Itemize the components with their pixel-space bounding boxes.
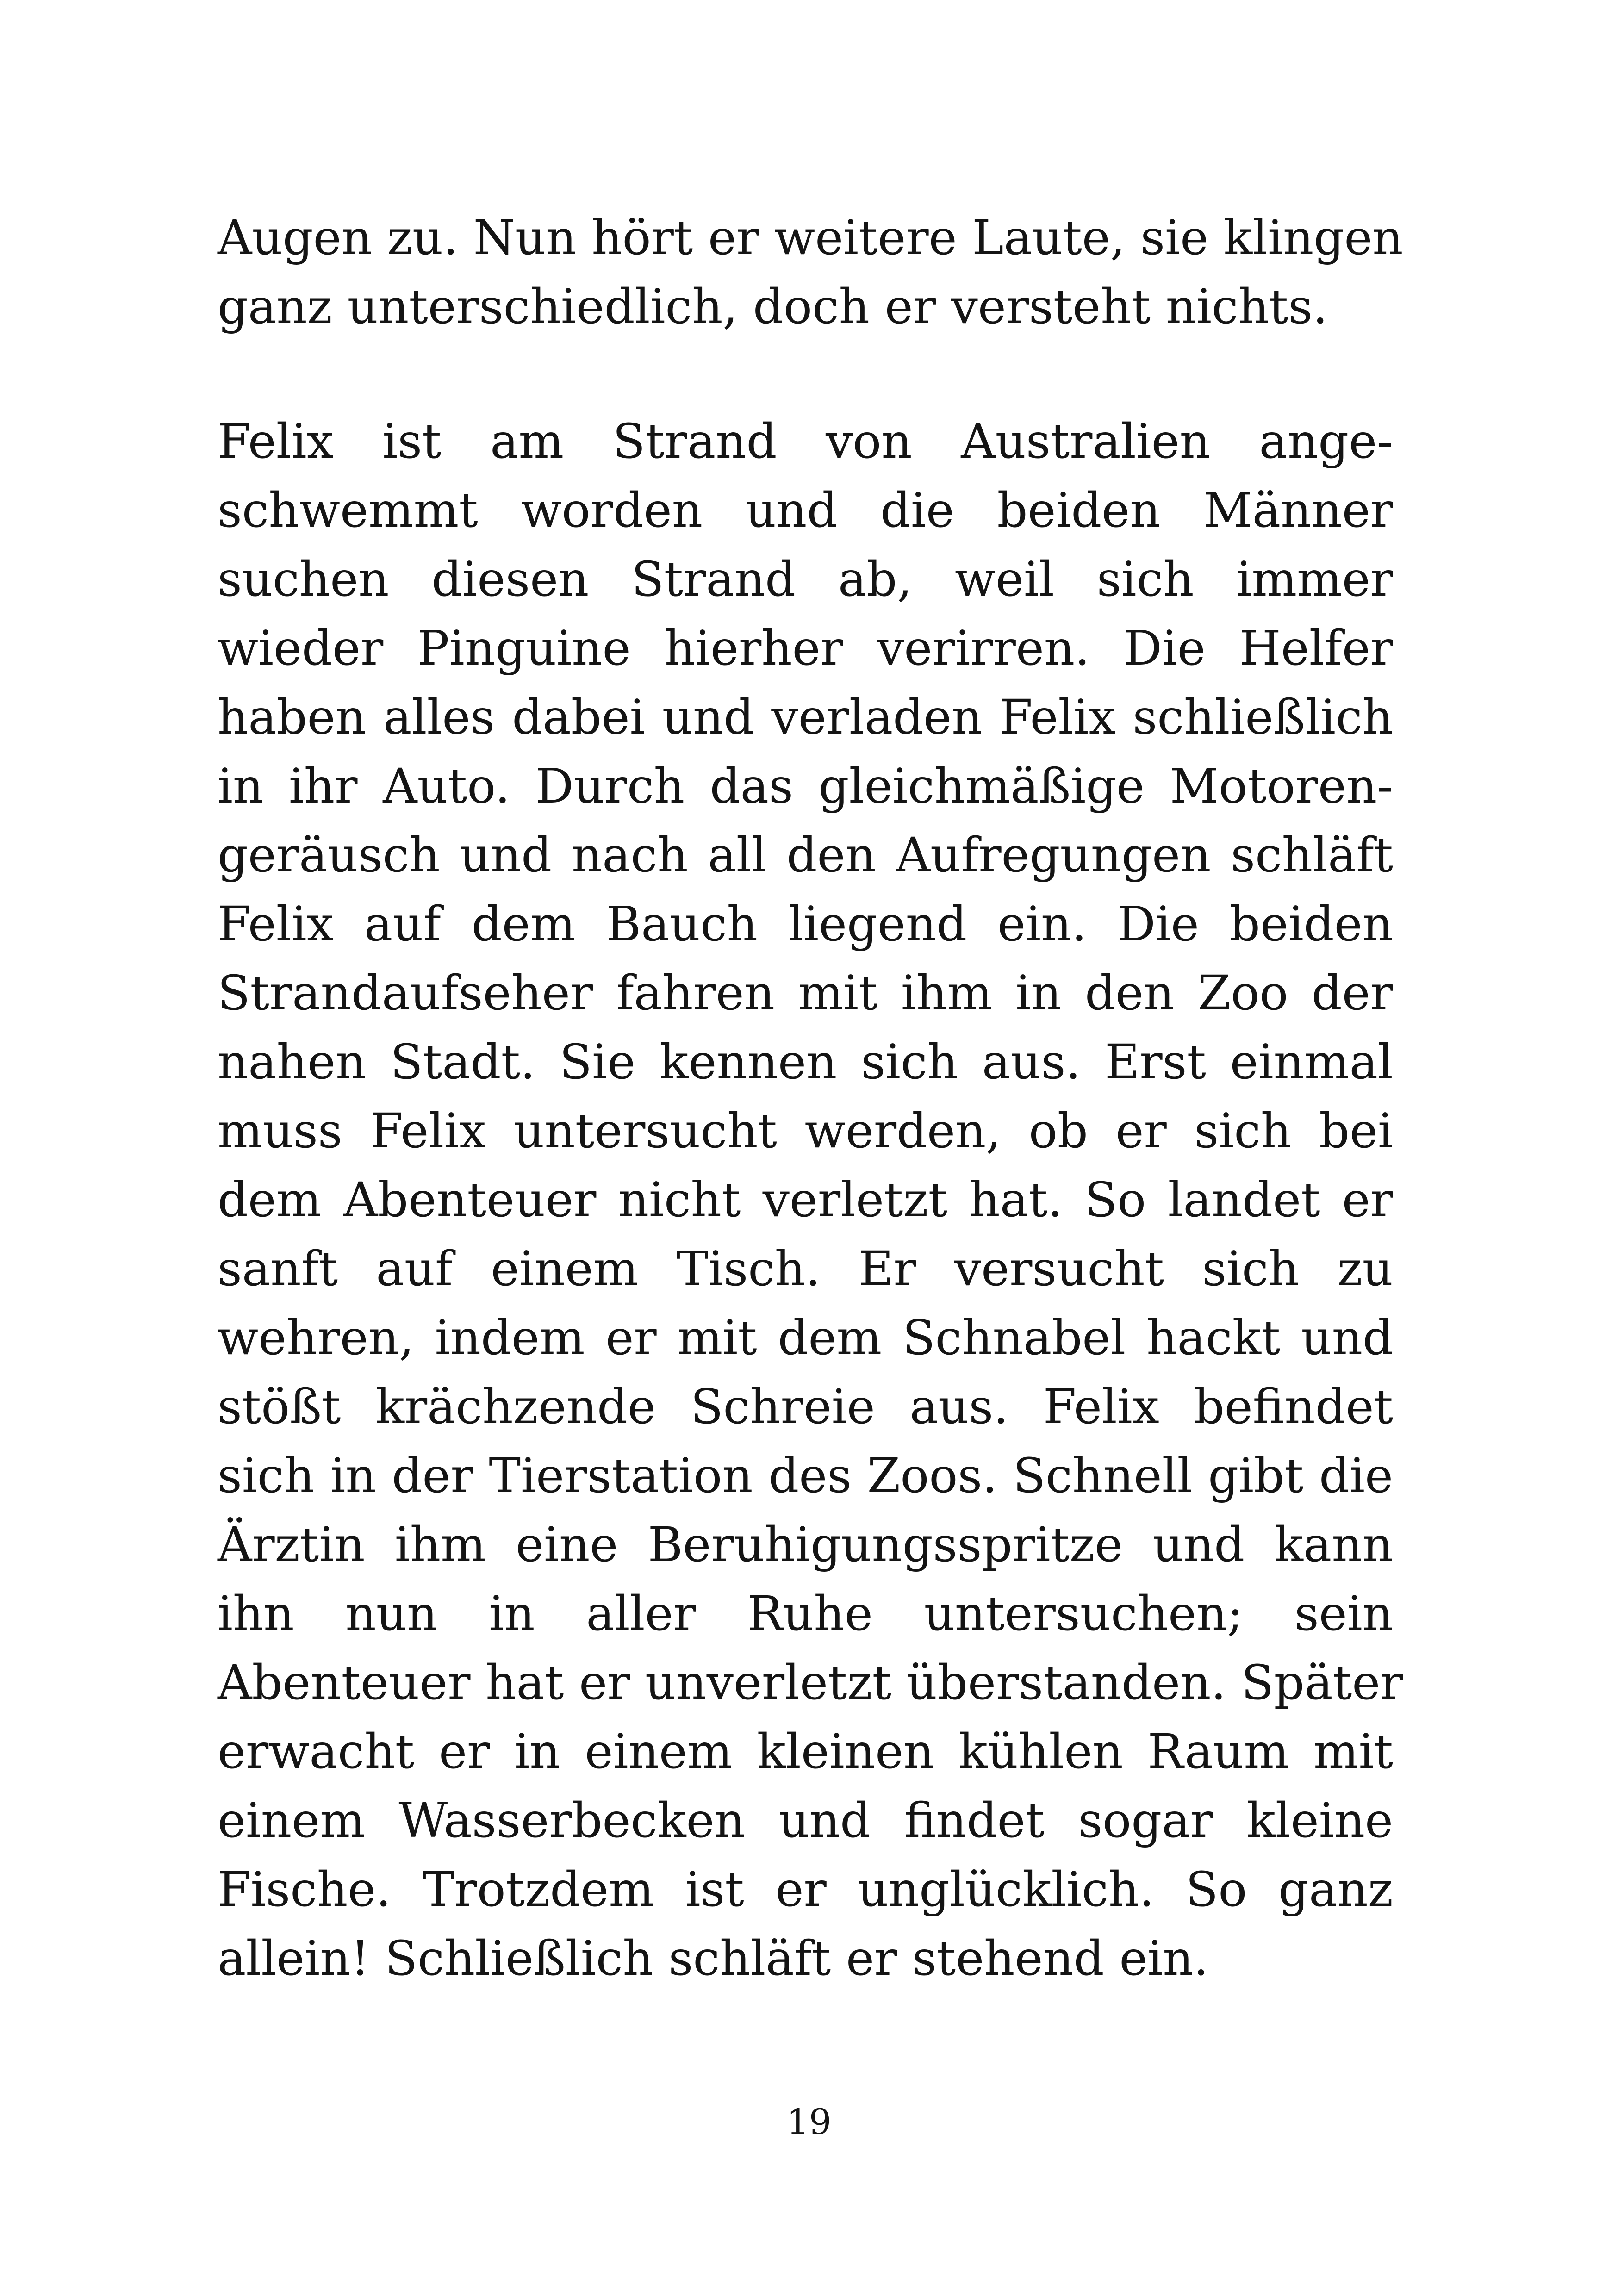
page-number: 19: [786, 2101, 832, 2142]
text-line: erwacht er in einem kleinen kühlen Raum mit: [218, 1724, 1393, 1780]
paragraph-1: [218, 204, 1403, 342]
text-line: geräusch und nach all den Aufregungen schläft: [218, 828, 1393, 883]
text-line: allein! Schließlich schläft er stehend ein.: [218, 1931, 1209, 1986]
text-line: Fische. Trotzdem ist er unglücklich. So ganz: [218, 1862, 1393, 1917]
paragraph-2: [218, 407, 1403, 1993]
text-line: ganz unterschiedlich, doch er versteht nichts.: [218, 279, 1328, 335]
text-line: Felix auf dem Bauch liegend ein. Die beiden: [218, 896, 1393, 952]
text-line: wieder Pinguine hierher verirren. Die Helfer: [218, 621, 1393, 676]
text-line: nahen Stadt. Sie kennen sich aus. Erst einmal: [218, 1034, 1393, 1090]
text-line: sich in der Tierstation des Zoos. Schnell gibt die: [218, 1448, 1393, 1504]
text-line: stößt krächzende Schreie aus. Felix befindet: [218, 1379, 1393, 1435]
text-line: einem Wasserbecken und findet sogar kleine: [218, 1793, 1393, 1848]
text-line: Augen zu. Nun hört er weitere Laute, sie klingen: [218, 210, 1403, 266]
text-line: wehren, indem er mit dem Schnabel hackt und: [218, 1310, 1393, 1366]
text-line: suchen diesen Strand ab, weil sich immer: [218, 552, 1393, 607]
text-line: Ärztin ihm eine Beruhigungsspritze und kann: [218, 1517, 1393, 1573]
text-line: Abenteuer hat er unverletzt überstanden. Später: [218, 1655, 1403, 1711]
text-line: Strandaufseher fahren mit ihm in den Zoo der: [218, 965, 1393, 1021]
text-line: Felix ist am Strand von Australien ange-: [218, 414, 1393, 469]
text-line: in ihr Auto. Durch das gleichmäßige Motoren-: [218, 759, 1393, 814]
text-line: muss Felix untersucht werden, ob er sich bei: [218, 1103, 1393, 1159]
text-line: dem Abenteuer nicht verletzt hat. So landet er: [218, 1172, 1393, 1228]
text-line: schwemmt worden und die beiden Männer: [218, 483, 1393, 538]
text-line: haben alles dabei und verladen Felix schließlich: [218, 690, 1393, 745]
text-line: sanft auf einem Tisch. Er versucht sich zu: [218, 1241, 1393, 1297]
text-line: ihn nun in aller Ruhe untersuchen; sein: [218, 1586, 1393, 1642]
